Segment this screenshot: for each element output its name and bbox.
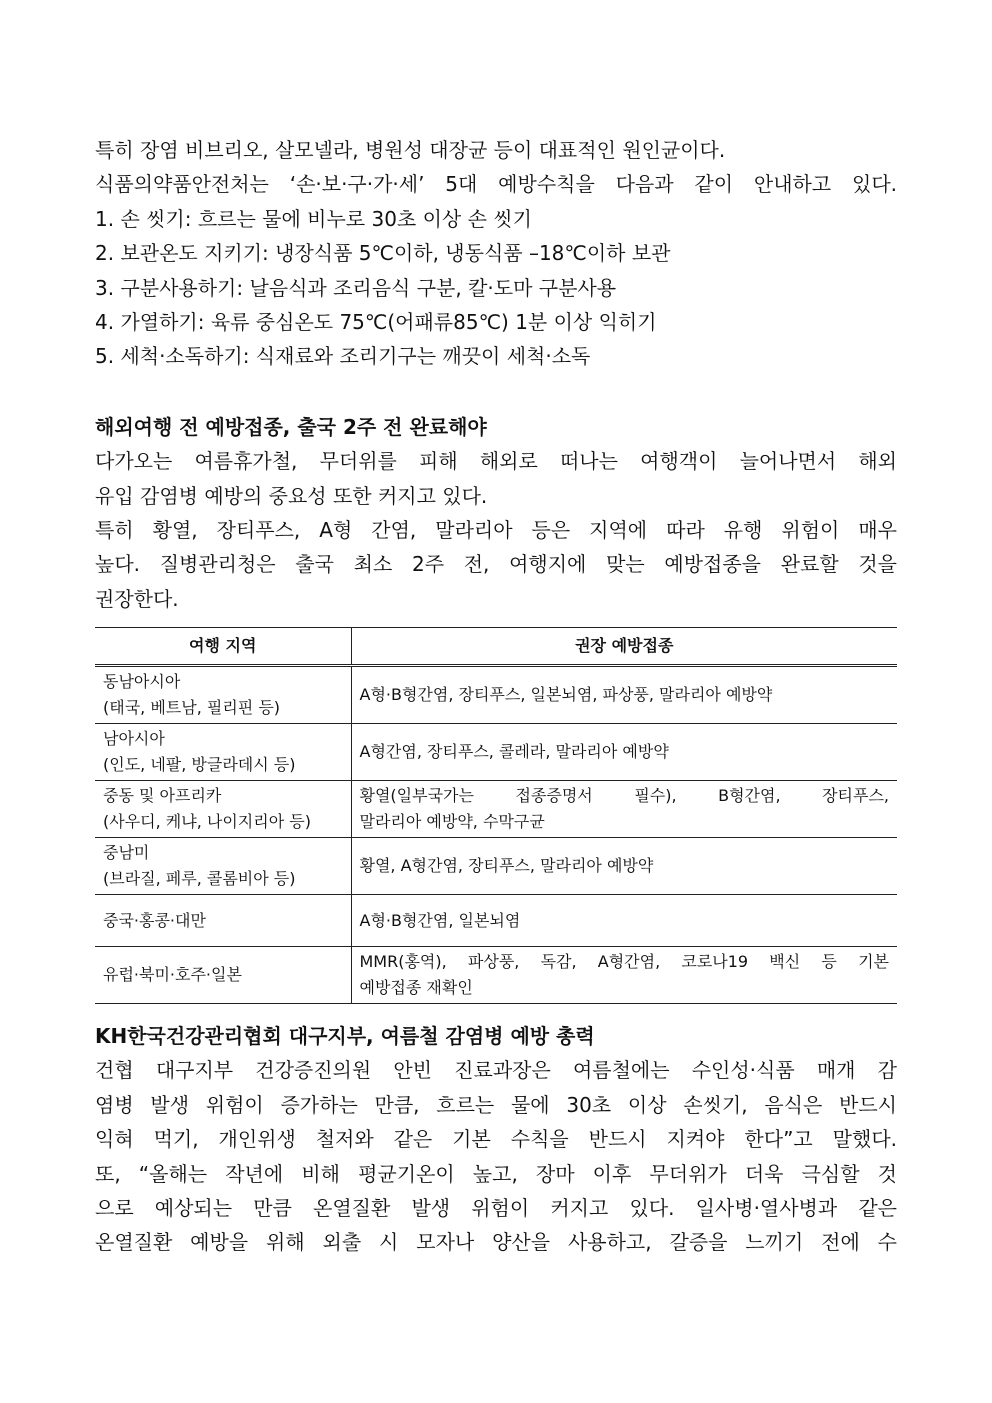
- vaccine-text: 황열, A형간염, 장티푸스, 말라리아 예방약: [359, 856, 654, 876]
- region-cell: [95, 947, 351, 1004]
- travel-line: 다가오는 여름휴가철, 무더위를 피해 해외로 떠나는 여행객이 늘어나면서 해외: [95, 449, 897, 474]
- region-cell: [95, 838, 351, 895]
- kh-line: 익혀 먹기, 개인위생 철저와 같은 기본 수칙을 반드시 지켜야 한다”고 말했다.: [95, 1127, 897, 1152]
- rule-item: 5. 세척·소독하기: 식재료와 조리기구는 깨끗이 세척·소독: [95, 344, 591, 369]
- region-name: 동남아시아: [103, 672, 181, 692]
- document-page: [95, 133, 897, 1260]
- table-row: [95, 781, 897, 838]
- travel-line: 권장한다.: [95, 586, 179, 611]
- kh-line: 건협 대구지부 건강증진의원 안빈 진료과장은 여름철에는 수인성·식품 매개 감: [95, 1058, 897, 1083]
- vaccine-text: 말라리아 예방약, 수막구균: [359, 812, 545, 832]
- rule-item: 4. 가열하기: 육류 중심온도 75℃(어패류85℃) 1분 이상 익히기: [95, 309, 657, 334]
- kh-line: 온열질환 예방을 위해 외출 시 모자나 양산을 사용하고, 갈증을 느끼기 전에 수: [95, 1230, 897, 1255]
- vaccine-cell: [351, 724, 897, 781]
- table-row: [95, 895, 897, 947]
- vaccine-cell: [351, 838, 897, 895]
- vaccine-text: 예방접종 재확인: [359, 978, 473, 998]
- header-vaccines: 권장 예방접종: [351, 628, 897, 666]
- table-row: [95, 666, 897, 724]
- kh-line: 염병 발생 위험이 증가하는 만큼, 흐르는 물에 30초 이상 손씻기, 음식은 반드시: [95, 1092, 897, 1117]
- region-note: (인도, 네팔, 방글라데시 등): [103, 755, 296, 775]
- table-row: [95, 724, 897, 781]
- travel-heading: 해외여행 전 예방접종, 출국 2주 전 완료해야: [95, 414, 487, 439]
- intro-line: 식품의약품안전처는 ‘손·보·구·가·세’ 5대 예방수칙을 다음과 같이 안내하고 있다.: [95, 172, 897, 197]
- kh-line: 으로 예상되는 만큼 온열질환 발생 위험이 커지고 있다. 일사병·열사병과 같은: [95, 1196, 897, 1221]
- region-cell: [95, 666, 351, 724]
- rule-item: 1. 손 씻기: 흐르는 물에 비누로 30초 이상 손 씻기: [95, 206, 532, 231]
- region-cell: [95, 895, 351, 947]
- vaccine-text: A형·B형간염, 일본뇌염: [359, 910, 521, 930]
- region-note: (사우디, 케냐, 나이지리아 등): [103, 812, 311, 832]
- region-note: (브라질, 페루, 콜롬비아 등): [103, 869, 296, 889]
- rule-item: 2. 보관온도 지키기: 냉장식품 5℃이하, 냉동식품 –18℃이하 보관: [95, 241, 671, 266]
- table-row: [95, 838, 897, 895]
- region-note: (태국, 베트남, 필리핀 등): [103, 698, 281, 718]
- region-cell: [95, 724, 351, 781]
- vaccine-text: A형·B형간염, 장티푸스, 일본뇌염, 파상풍, 말라리아 예방약: [359, 685, 773, 705]
- intro-line: 특히 장염 비브리오, 살모넬라, 병원성 대장균 등이 대표적인 원인균이다.: [95, 138, 726, 162]
- header-region: 여행 지역: [95, 628, 351, 666]
- region-cell: [95, 781, 351, 838]
- kh-heading: KH한국건강관리협회 대구지부, 여름철 감염병 예방 총력: [95, 1024, 595, 1049]
- vaccine-text: 황열(일부국가는 접종증명서 필수), B형간염, 장티푸스,: [359, 786, 889, 806]
- rule-item: 3. 구분사용하기: 날음식과 조리음식 구분, 칼·도마 구분사용: [95, 275, 617, 300]
- region-name: 중국·홍콩·대만: [103, 910, 206, 930]
- vaccine-cell: [351, 947, 897, 1004]
- vaccine-text: MMR(홍역), 파상풍, 독감, A형간염, 코로나19 백신 등 기본: [359, 952, 889, 972]
- kh-line: 또, “올해는 작년에 비해 평균기온이 높고, 장마 이후 무더위가 더욱 극심할 것: [95, 1161, 897, 1186]
- vaccine-cell: [351, 895, 897, 947]
- region-name: 중동 및 아프리카: [103, 786, 222, 806]
- table-row: [95, 947, 897, 1004]
- region-name: 유럽·북미·호주·일본: [103, 965, 242, 985]
- region-name: 중남미: [103, 843, 150, 863]
- travel-line: 높다. 질병관리청은 출국 최소 2주 전, 여행지에 맞는 예방접종을 완료할 것을: [95, 552, 897, 577]
- vaccine-text: A형간염, 장티푸스, 콜레라, 말라리아 예방약: [359, 742, 669, 762]
- travel-line: 유입 감염병 예방의 중요성 또한 커지고 있다.: [95, 483, 488, 508]
- vaccine-cell: [351, 666, 897, 724]
- travel-line: 특히 황열, 장티푸스, A형 간염, 말라리아 등은 지역에 따라 유행 위험이 매우: [95, 517, 897, 542]
- vaccination-table: [95, 627, 897, 1004]
- region-name: 남아시아: [103, 729, 165, 749]
- vaccine-cell: [351, 781, 897, 838]
